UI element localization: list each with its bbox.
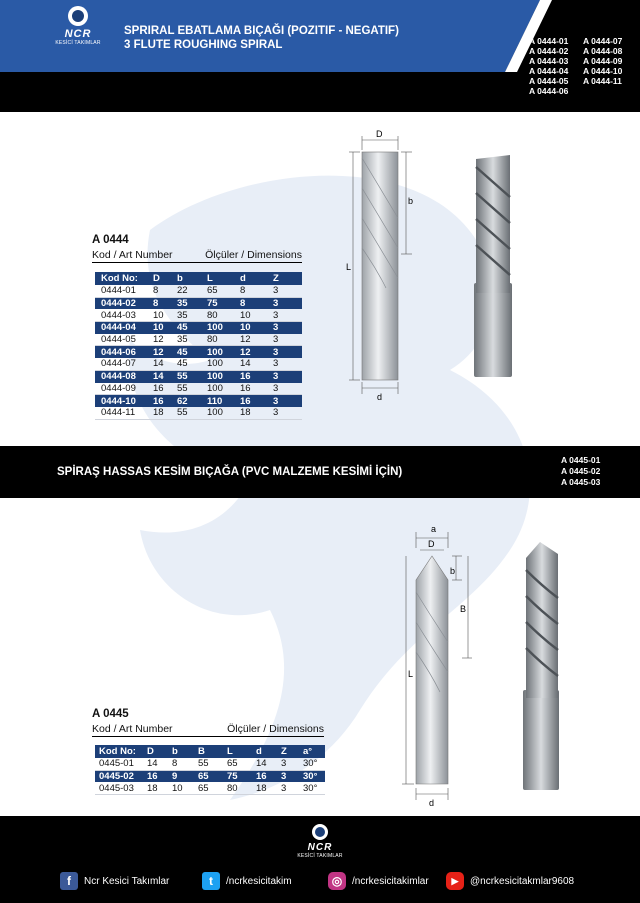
column-header: Kod No: xyxy=(95,745,147,758)
column-header: a° xyxy=(303,745,325,758)
table-row xyxy=(95,758,325,770)
table-cell: 0444-09 xyxy=(95,383,153,395)
instagram-icon: ◎ xyxy=(328,872,346,890)
table-cell: 18 xyxy=(147,782,172,794)
table-cell: 18 xyxy=(240,407,273,419)
table-cell: 16 xyxy=(153,383,177,395)
product-title-tr: SPRIRAL EBATLAMA BIÇAĞI (POZITIF - NEGATIF) xyxy=(124,25,399,37)
table-cell: 0444-06 xyxy=(95,346,153,358)
table-cell: 10 xyxy=(240,322,273,334)
table-cell: 14 xyxy=(147,758,172,770)
product-code: A 0445-02 xyxy=(561,466,601,476)
table-cell: 35 xyxy=(177,309,207,321)
page-footer xyxy=(0,816,640,903)
table-cell: 18 xyxy=(153,407,177,419)
section1-headings xyxy=(92,249,302,263)
column-header: Z xyxy=(281,745,303,758)
table-cell: 3 xyxy=(281,758,303,770)
table-cell: 110 xyxy=(207,395,240,407)
logo-emblem-icon xyxy=(312,824,328,840)
table-row xyxy=(95,407,302,419)
table-row xyxy=(95,782,325,794)
table-cell: 8 xyxy=(240,285,273,297)
art-number-label: Kod / Art Number xyxy=(92,723,173,735)
table-cell: 10 xyxy=(172,782,198,794)
table-cell: 16 xyxy=(240,383,273,395)
product-code: A 0444-06 xyxy=(529,86,569,96)
table-cell: 14 xyxy=(153,370,177,382)
table-cell: 14 xyxy=(256,758,281,770)
table-cell: 30° xyxy=(303,782,325,794)
product-code: A 0444-01 xyxy=(529,36,569,46)
section2-technical-drawing xyxy=(400,522,475,807)
table-cell: 8 xyxy=(172,758,198,770)
table-cell: 55 xyxy=(177,407,207,419)
product-code: A 0444-07 xyxy=(583,36,623,46)
table-cell: 30° xyxy=(303,758,325,770)
table-cell: 12 xyxy=(240,346,273,358)
table-cell: 14 xyxy=(153,358,177,370)
table-cell: 55 xyxy=(198,758,227,770)
logo-subtitle: KESİCİ TAKIMLAR xyxy=(297,853,343,859)
section2-title: SPİRAŞ HASSAS KESİM BIÇAĞA (PVC MALZEME KESİMİ İÇİN) xyxy=(57,466,403,478)
table-row xyxy=(95,346,302,358)
table-cell: 10 xyxy=(240,309,273,321)
table-cell: 14 xyxy=(240,358,273,370)
table-cell: 0444-04 xyxy=(95,322,153,334)
column-header: Kod No: xyxy=(95,272,153,285)
table-cell: 0444-03 xyxy=(95,309,153,321)
facebook-handle: Ncr Kesici Takımlar xyxy=(84,875,170,887)
product-code: A 0444-03 xyxy=(529,56,569,66)
column-header: d xyxy=(256,745,281,758)
twitter-handle: /ncrkesicitakim xyxy=(226,875,292,887)
product-code: A 0444-02 xyxy=(529,46,569,56)
table-cell: 12 xyxy=(153,346,177,358)
table-cell: 45 xyxy=(177,346,207,358)
product-code: A 0444-10 xyxy=(583,66,623,76)
instagram-handle: /ncrkesicitakimlar xyxy=(352,875,429,887)
table-cell: 100 xyxy=(207,407,240,419)
column-header: Z xyxy=(273,272,302,285)
logo-emblem-icon xyxy=(68,6,88,26)
logo-wordmark: NCR xyxy=(64,28,92,40)
product-code: A 0445-03 xyxy=(561,477,601,487)
table-cell: 0445-03 xyxy=(95,782,147,794)
product-title xyxy=(124,24,399,52)
table-cell: 35 xyxy=(177,334,207,346)
table-row xyxy=(95,285,302,297)
table-cell: 8 xyxy=(153,297,177,309)
table-cell: 3 xyxy=(273,297,302,309)
column-header: b xyxy=(172,745,198,758)
table-cell: 100 xyxy=(207,322,240,334)
dimension-label-b: b xyxy=(450,566,456,576)
table-cell: 0444-10 xyxy=(95,395,153,407)
table-row xyxy=(95,322,302,334)
column-header: D xyxy=(147,745,172,758)
facebook-icon: f xyxy=(60,872,78,890)
twitter-icon: t xyxy=(202,872,220,890)
dimension-label-L: L xyxy=(408,669,414,679)
table-cell: 0444-05 xyxy=(95,334,153,346)
table-cell: 80 xyxy=(207,309,240,321)
column-header: D xyxy=(153,272,177,285)
table-cell: 80 xyxy=(227,782,256,794)
table-cell: 100 xyxy=(207,370,240,382)
product-code: A 0444-05 xyxy=(529,76,569,86)
twitter-link[interactable] xyxy=(202,872,292,890)
table-cell: 55 xyxy=(177,370,207,382)
dimension-label-B: B xyxy=(460,604,467,614)
youtube-icon: ▶ xyxy=(446,872,464,890)
table-cell: 16 xyxy=(240,370,273,382)
table-cell: 3 xyxy=(273,383,302,395)
table-cell: 0444-08 xyxy=(95,370,153,382)
product-code: A 0445-01 xyxy=(561,455,601,465)
art-number-label: Kod / Art Number xyxy=(92,249,173,261)
dimension-label-D: D xyxy=(428,539,435,549)
table-cell: 16 xyxy=(256,770,281,782)
table-cell: 45 xyxy=(177,358,207,370)
table-cell: 18 xyxy=(256,782,281,794)
section1-spec-table xyxy=(95,272,302,420)
table-cell: 65 xyxy=(198,770,227,782)
youtube-link[interactable] xyxy=(446,872,574,890)
facebook-link[interactable] xyxy=(60,872,169,890)
table-cell: 0444-01 xyxy=(95,285,153,297)
table-cell: 100 xyxy=(207,346,240,358)
table-row xyxy=(95,770,325,782)
table-cell: 3 xyxy=(273,334,302,346)
section2-product-photo xyxy=(518,540,566,792)
dimension-label-D: D xyxy=(376,129,383,139)
table-cell: 9 xyxy=(172,770,198,782)
column-header: L xyxy=(227,745,256,758)
table-cell: 30° xyxy=(303,770,325,782)
logo-subtitle: KESİCİ TAKIMLAR xyxy=(55,40,101,46)
dimension-label-b: b xyxy=(408,196,414,206)
dimension-label-d: d xyxy=(377,392,383,402)
product-code: A 0444-09 xyxy=(583,56,623,66)
table-cell: 3 xyxy=(273,370,302,382)
table-cell: 65 xyxy=(227,758,256,770)
dimensions-label: Ölçüler / Dimensions xyxy=(205,249,302,261)
table-cell: 0444-02 xyxy=(95,297,153,309)
section1-product-photo xyxy=(468,153,518,379)
table-cell: 8 xyxy=(240,297,273,309)
dimension-label-a: a xyxy=(431,524,437,534)
column-header: B xyxy=(198,745,227,758)
table-cell: 12 xyxy=(153,334,177,346)
table-cell: 3 xyxy=(273,346,302,358)
table-cell: 3 xyxy=(281,782,303,794)
section1-code: A 0444 xyxy=(92,234,129,246)
dimensions-label: Ölçüler / Dimensions xyxy=(227,723,324,735)
table-cell: 3 xyxy=(281,770,303,782)
section2-headings xyxy=(92,723,324,737)
logo-wordmark: NCR xyxy=(307,842,333,853)
table-cell: 80 xyxy=(207,334,240,346)
table-row xyxy=(95,395,302,407)
table-cell: 16 xyxy=(240,395,273,407)
youtube-handle: @ncrkesicitakmlar9608 xyxy=(470,875,575,887)
table-cell: 75 xyxy=(227,770,256,782)
section2-code-list xyxy=(561,455,600,488)
table-cell: 12 xyxy=(240,334,273,346)
table-cell: 3 xyxy=(273,285,302,297)
dimension-label-d: d xyxy=(429,798,435,807)
table-cell: 0445-01 xyxy=(95,758,147,770)
table-cell: 3 xyxy=(273,322,302,334)
brand-logo xyxy=(52,6,104,46)
table-row xyxy=(95,297,302,309)
table-cell: 3 xyxy=(273,309,302,321)
section2-band xyxy=(0,446,640,498)
table-cell: 100 xyxy=(207,358,240,370)
table-cell: 65 xyxy=(207,285,240,297)
table-row xyxy=(95,358,302,370)
table-cell: 16 xyxy=(147,770,172,782)
table-cell: 75 xyxy=(207,297,240,309)
table-header-row xyxy=(95,272,302,285)
table-cell: 65 xyxy=(198,782,227,794)
instagram-link[interactable] xyxy=(328,872,429,890)
table-cell: 3 xyxy=(273,358,302,370)
table-row xyxy=(95,334,302,346)
table-cell: 45 xyxy=(177,322,207,334)
table-cell: 0444-07 xyxy=(95,358,153,370)
table-cell: 10 xyxy=(153,322,177,334)
table-cell: 3 xyxy=(273,407,302,419)
table-cell: 100 xyxy=(207,383,240,395)
dimension-label-L: L xyxy=(346,262,352,272)
column-header: b xyxy=(177,272,207,285)
column-header: d xyxy=(240,272,273,285)
table-row xyxy=(95,370,302,382)
product-code: A 0444-11 xyxy=(583,76,622,86)
table-cell: 55 xyxy=(177,383,207,395)
product-code-list xyxy=(529,36,637,96)
table-header-row xyxy=(95,745,325,758)
page-header xyxy=(0,0,640,112)
section1-technical-drawing xyxy=(346,128,416,403)
section2-spec-table xyxy=(95,745,325,795)
table-cell: 16 xyxy=(153,395,177,407)
product-code: A 0444-08 xyxy=(583,46,623,56)
table-cell: 8 xyxy=(153,285,177,297)
table-cell: 10 xyxy=(153,309,177,321)
column-header: L xyxy=(207,272,240,285)
table-cell: 35 xyxy=(177,297,207,309)
table-cell: 22 xyxy=(177,285,207,297)
footer-logo xyxy=(295,824,345,859)
table-cell: 0444-11 xyxy=(95,407,153,419)
table-cell: 3 xyxy=(273,395,302,407)
table-row xyxy=(95,309,302,321)
table-row xyxy=(95,383,302,395)
product-code: A 0444-04 xyxy=(529,66,569,76)
product-title-en: 3 FLUTE ROUGHING SPIRAL xyxy=(124,39,283,51)
table-cell: 62 xyxy=(177,395,207,407)
table-cell: 0445-02 xyxy=(95,770,147,782)
section2-code: A 0445 xyxy=(92,708,129,720)
